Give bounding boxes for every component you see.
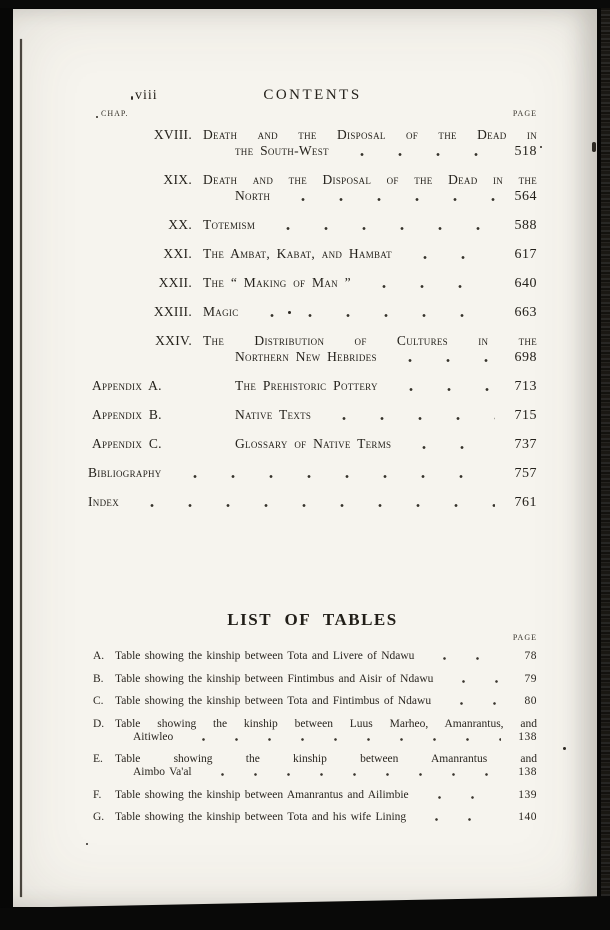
dot-leader	[441, 701, 501, 706]
column-labels	[88, 109, 537, 118]
page-number: 713	[514, 379, 537, 394]
table-of-contents	[88, 127, 537, 511]
entry-text: Table showing the kinship between Amanrantus and Ailimbie	[115, 788, 409, 801]
appendix-title: Native Texts	[235, 407, 312, 422]
appendix-title: Glossary of Native Terms	[235, 436, 392, 451]
page-number: 761	[514, 495, 537, 510]
page-content	[88, 87, 537, 834]
page-number: 698	[514, 350, 537, 365]
scan-speck	[563, 747, 566, 750]
appendix-entry	[88, 407, 537, 424]
page-number: 564	[514, 189, 537, 204]
chapter-title-continued: North	[235, 188, 271, 203]
page-number: 640	[514, 276, 537, 291]
table-entry	[88, 718, 537, 744]
entry-text: Table showing the kinship between Fintimbus and Aisir of Ndawu	[115, 672, 434, 685]
page-number: 79	[524, 672, 537, 685]
chapter-number: XXII.	[158, 275, 192, 290]
entry-text: Table showing the kinship between Tota and his wife Lining	[115, 811, 407, 823]
dot-leader	[249, 313, 495, 318]
toc-entry	[88, 172, 537, 205]
scan-border-top	[0, 0, 610, 8]
toc-entry	[88, 275, 537, 292]
backmatter-entry	[88, 494, 537, 511]
chapter-title-continued: Northern New Hebrides	[235, 349, 377, 364]
dot-leader	[280, 197, 495, 202]
page-number: 140	[518, 811, 537, 823]
appendix-entry	[88, 378, 537, 395]
entry-letter: D.	[93, 717, 105, 730]
contents-heading: CONTENTS	[263, 87, 362, 103]
page-number: 715	[514, 408, 537, 423]
page-number: 588	[514, 218, 537, 233]
toc-entry	[88, 217, 537, 234]
entry-text: Table showing the kinship between Tota and Livere of Ndawu	[115, 650, 415, 662]
page-number: 757	[514, 466, 537, 481]
table-entry	[88, 811, 537, 824]
entry-text-continued: Aimbo Va'al	[133, 766, 192, 778]
page-number: 78	[524, 650, 537, 662]
toc-entry	[88, 333, 537, 366]
entry-letter: G.	[93, 811, 105, 823]
dot-leader	[361, 284, 495, 289]
dot-leader	[202, 772, 501, 777]
page-number: 139	[518, 788, 537, 801]
chapter-number: XXIII.	[153, 304, 192, 319]
chapter-number: XVIII.	[153, 127, 192, 142]
dot-leader	[387, 358, 495, 363]
appendix-label: Appendix B.	[92, 407, 162, 422]
chap-column-label: CHAP.	[101, 109, 129, 118]
scan-speck	[288, 311, 291, 314]
tables-page-column-label: PAGE	[512, 633, 537, 642]
page-number: 617	[514, 247, 537, 262]
backmatter-title: Bibliography	[88, 465, 162, 480]
list-of-tables-heading: LIST OF TABLES	[227, 610, 398, 629]
scan-border-right	[601, 8, 610, 908]
dot-leader	[419, 795, 501, 800]
entry-letter: B.	[93, 672, 104, 685]
page-number: 518	[514, 144, 537, 159]
page-number: 138	[518, 730, 537, 743]
dot-leader	[443, 679, 501, 684]
dot-leader	[388, 387, 495, 392]
dot-leader	[172, 474, 495, 479]
dot-leader	[183, 737, 501, 742]
dot-leader	[129, 503, 495, 508]
scan-speck	[540, 146, 542, 148]
page-header	[88, 87, 537, 105]
dot-leader	[416, 817, 501, 822]
chapter-number: XIX.	[163, 172, 192, 187]
chapter-title: Magic	[203, 304, 239, 319]
entry-text-continued: Aitiwleo	[133, 730, 174, 743]
table-entry	[88, 695, 537, 708]
chapter-number: XX.	[168, 217, 192, 232]
chapter-number: XXIV.	[155, 333, 192, 348]
appendix-entry	[88, 436, 537, 453]
chapter-title: The Ambat, Kabat, and Hambat	[203, 246, 392, 261]
entry-letter: E.	[93, 753, 103, 765]
page-folio: viii	[135, 88, 158, 103]
chapter-title: Death and the Disposal of the Dead in the	[203, 172, 537, 187]
table-entry	[88, 789, 537, 802]
chapter-title: Totemism	[203, 217, 256, 232]
dot-leader	[401, 445, 495, 450]
chapter-number: XXI.	[163, 246, 192, 261]
appendix-label: Appendix A.	[92, 378, 162, 393]
page-number: 80	[524, 695, 537, 707]
toc-entry	[88, 304, 537, 321]
backmatter-title: Index	[88, 494, 119, 509]
chapter-title: The “ Making of Man ”	[203, 275, 351, 290]
entry-letter: F.	[93, 788, 102, 801]
table-entry	[88, 650, 537, 663]
appendix-title: The Prehistoric Pottery	[235, 378, 378, 393]
dot-leader	[321, 416, 495, 421]
page-number: 663	[514, 305, 537, 320]
toc-entry	[88, 246, 537, 263]
entry-text: Table showing the kinship between Luus Marheo, Amanrantus, and	[115, 717, 537, 730]
dot-leader	[402, 255, 495, 260]
page-number: 138	[518, 766, 537, 778]
page-column-label: PAGE	[512, 109, 537, 118]
scan-speck	[131, 96, 133, 100]
book-page	[13, 9, 597, 907]
table-entry	[88, 673, 537, 686]
page-number: 737	[514, 437, 537, 452]
entry-letter: A.	[93, 650, 105, 662]
page-gutter-edge	[20, 39, 22, 897]
dot-leader	[339, 152, 495, 157]
toc-entry	[88, 127, 537, 160]
appendix-label: Appendix C.	[92, 436, 162, 451]
entry-text: Table showing the kinship between Tota and Fintimbus of Ndawu	[115, 695, 432, 707]
dot-leader	[424, 656, 501, 661]
backmatter-entry	[88, 465, 537, 482]
table-entry	[88, 753, 537, 779]
scan-speck	[86, 843, 88, 845]
scan-speck	[96, 116, 98, 118]
entry-text: Table showing the kinship between Amanrantus and	[115, 753, 537, 765]
chapter-title-continued: the South-West	[235, 143, 329, 158]
entry-letter: C.	[93, 695, 104, 707]
chapter-title: Death and the Disposal of the Dead in	[203, 127, 537, 142]
scan-speck	[592, 142, 596, 152]
dot-leader	[265, 226, 495, 231]
list-of-tables	[88, 650, 537, 824]
chapter-title: The Distribution of Cultures in the	[203, 333, 537, 348]
